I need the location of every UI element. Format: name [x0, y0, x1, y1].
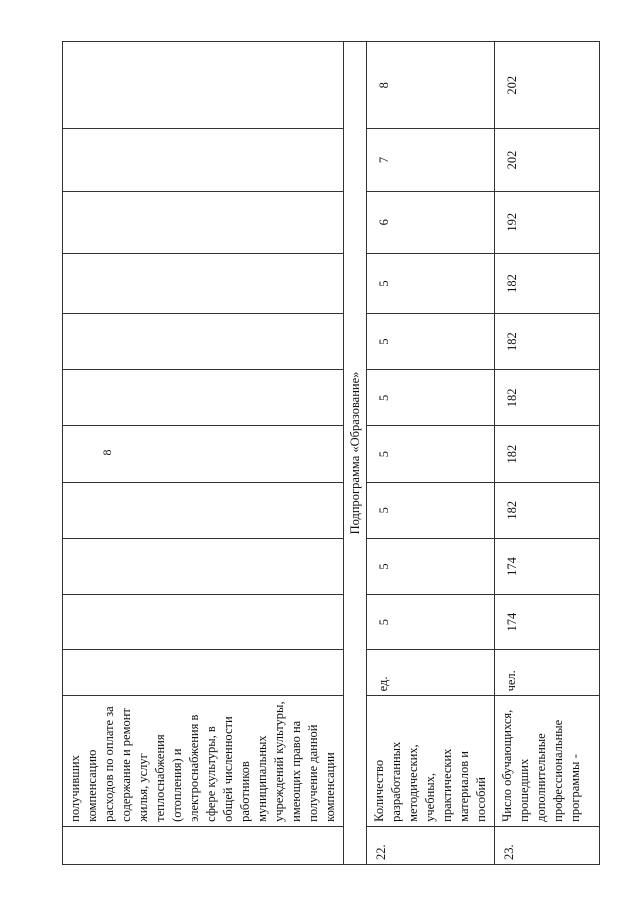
cell-value: 6: [367, 191, 495, 253]
cell-value: 5: [367, 253, 495, 313]
section-title: Подпрограмма «Образование»: [344, 42, 367, 865]
cell-unit: ед.: [367, 650, 495, 696]
cell-num: 23.: [495, 826, 600, 864]
cell-value: [63, 538, 344, 594]
cell-value: [63, 482, 344, 538]
cell-value: [63, 314, 344, 370]
section-header-row: [344, 42, 367, 865]
cell-indicator-name: Количество разработанных методических, учебных, практических материалов и пособий: [367, 696, 495, 826]
cell-indicator-name: Число обучающихся, прошедших дополнительные профессиональные программы -: [495, 696, 600, 826]
cell-value: 5: [367, 538, 495, 594]
indicators-table: [62, 41, 600, 865]
cell-value: [63, 191, 344, 253]
cell-value: 182: [495, 370, 600, 426]
cell-indicator-name: получивших компенсацию расходов по оплате за содержание и ремонт жилья, услуг теплоснабжения (отопления) и электроснабжения в сфере культуры, в общей численности работников муниципальных учреждений культуры, имеющих право на получение данной компенсации: [63, 696, 344, 826]
cell-value: 202: [495, 129, 600, 191]
cell-value: [63, 129, 344, 191]
cell-value: [63, 595, 344, 650]
cell-unit: чел.: [495, 650, 600, 696]
cell-value: [63, 42, 344, 129]
cell-num: [63, 826, 344, 864]
cell-unit: [63, 650, 344, 696]
cell-value: 5: [367, 595, 495, 650]
cell-value: [63, 370, 344, 426]
cell-value: 8: [367, 42, 495, 129]
cell-value: 5: [367, 314, 495, 370]
cell-value: 182: [495, 253, 600, 313]
cell-value: 192: [495, 191, 600, 253]
cell-value: 174: [495, 538, 600, 594]
cell-value: [63, 253, 344, 313]
cell-value: 174: [495, 595, 600, 650]
cell-value: 182: [495, 482, 600, 538]
table-row: [367, 42, 495, 865]
cell-value: 5: [367, 426, 495, 482]
cell-value: 7: [367, 129, 495, 191]
cell-value: 5: [367, 482, 495, 538]
cell-value: 5: [367, 370, 495, 426]
cell-value: [63, 426, 344, 482]
cell-num: 22.: [367, 826, 495, 864]
cell-value: 202: [495, 42, 600, 129]
cell-value: 182: [495, 426, 600, 482]
table-row-continued: [63, 42, 344, 865]
table-row: [495, 42, 600, 865]
cell-value: 182: [495, 314, 600, 370]
page-number: 8: [100, 449, 114, 456]
